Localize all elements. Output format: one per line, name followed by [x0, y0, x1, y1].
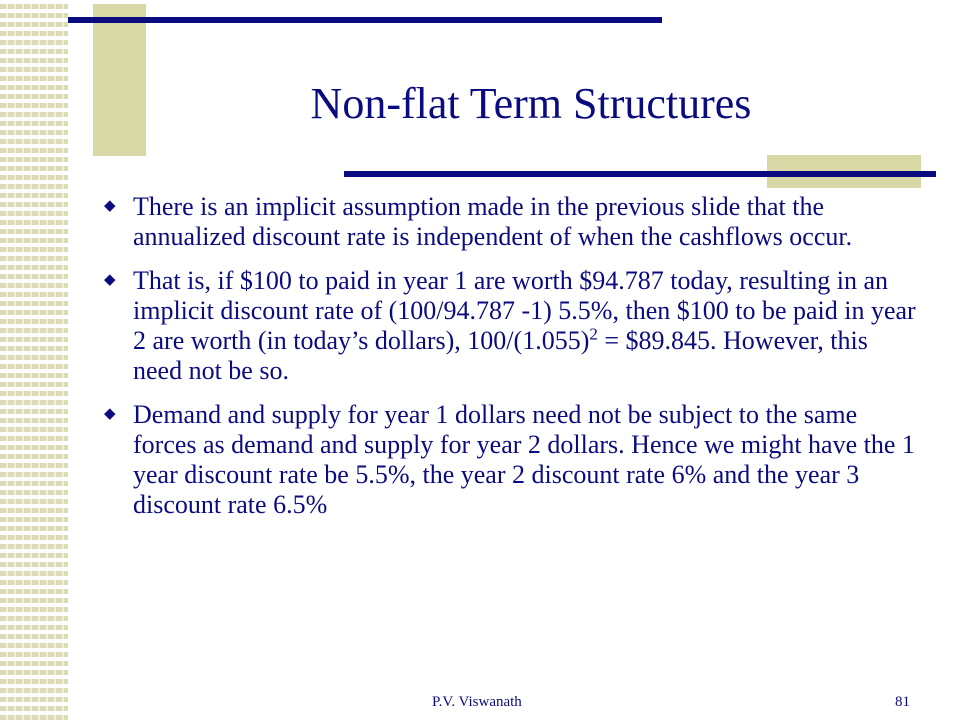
- slide-body: [104, 192, 916, 534]
- bullet-item: [104, 400, 916, 520]
- exponent: 2: [589, 324, 598, 344]
- bullet-item: [104, 192, 916, 252]
- slide-title: Non-flat Term Structures: [310, 79, 752, 128]
- diamond-bullet-icon: ◆: [104, 272, 116, 288]
- bullet-text: There is an implicit assumption made in the previous slide that the annualized discount rate is independent of when the cashflows occur.: [133, 192, 853, 251]
- bullet-item: [104, 266, 916, 386]
- bullet-text-continued: = $89.845. However, this need not be so.: [133, 326, 868, 385]
- footer-author: P.V. Viswanath: [432, 694, 522, 710]
- bullet-text: Demand and supply for year 1 dollars need not be subject to the same forces as demand and supply for year 2 dollars. Hence we might have the 1 year discount rate be 5.5%, the year 2 discount rate 6% and the year 3 discount rate 6.5%: [133, 400, 915, 519]
- bullet-text: That is, if $100 to paid in year 1 are worth $94.787 today, resulting in an implicit discount rate of (100/94.787 -1) 5.5%, then $100 to be paid in year 2 are worth (in today’s dollars), 100/(1.055): [133, 266, 916, 355]
- page-number: 81: [895, 694, 910, 710]
- diamond-bullet-icon: ◆: [104, 198, 116, 214]
- decor-bar-bottom: [344, 171, 936, 177]
- diamond-bullet-icon: ◆: [104, 406, 116, 422]
- decor-bar-top: [68, 17, 662, 23]
